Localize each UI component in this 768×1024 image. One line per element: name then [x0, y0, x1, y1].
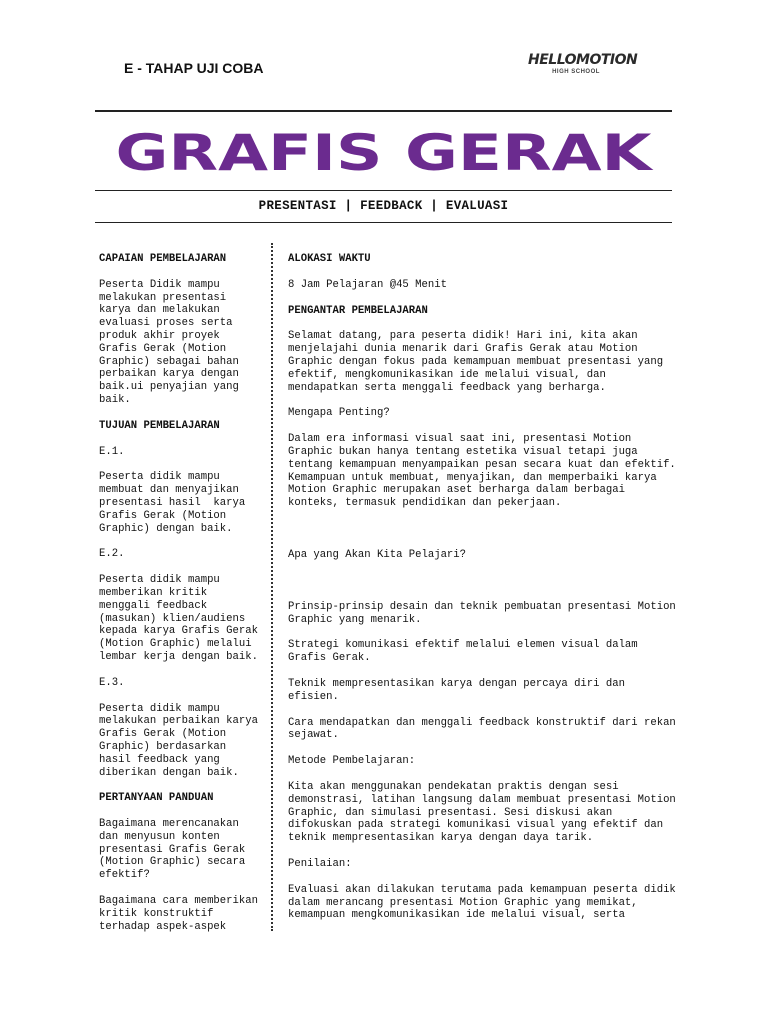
objective-e3-text [99, 703, 264, 780]
document-stage-label: E - TAHAP UJI COBA [124, 60, 264, 76]
text-line: tentang kemampuan menyampaikan pesan secara kuat dan efektif. [288, 458, 676, 471]
page-title [95, 118, 672, 186]
intro-paragraph [288, 330, 678, 394]
text-line: Grafis Gerak (Motion [99, 509, 227, 522]
logo-wordmark: HELLOMOTION [528, 52, 638, 68]
text-line: evaluasi proses serta [99, 317, 233, 330]
text-line: Graphic bukan hanya tentang estetika visual tetapi juga [288, 445, 638, 458]
learn-item [288, 678, 678, 704]
capaian-text [99, 279, 264, 407]
text-line: Graphic, dan simulasi presentasi. Sesi diskusi akan [288, 806, 613, 819]
objective-e2-label: E.2. [99, 548, 125, 561]
column-divider [271, 243, 273, 931]
text-line: produk akhir proyek [99, 329, 220, 342]
text-line: sejawat. [288, 729, 339, 742]
alokasi-value: 8 Jam Pelajaran @45 Menit [288, 278, 447, 291]
school-logo [528, 52, 638, 76]
text-line: dan menyusun konten [99, 830, 220, 843]
text-line: Bagaimana merencanakan [99, 818, 239, 831]
learn-list [288, 601, 678, 755]
text-line: melakukan presentasi [99, 291, 227, 304]
logo-subtitle: HIGH SCHOOL [552, 69, 600, 75]
text-line: Cara mendapatkan dan menggali feedback konstruktif dari rekan [288, 716, 676, 729]
objective-e3-label: E.3. [99, 676, 125, 689]
method-paragraph [288, 781, 678, 845]
text-line: presentasi Grafis Gerak [99, 843, 246, 856]
text-line: memberikan kritik [99, 586, 208, 599]
text-line: Prinsip-prinsip desain dan teknik pembuatan presentasi Motion [288, 600, 676, 613]
why-paragraph [288, 433, 678, 510]
objective-e1-text [99, 471, 264, 535]
text-line: Kemampuan untuk membuat, menyajikan, dan memperbaiki karya [288, 471, 657, 484]
text-line: baik.ui penyajian yang [99, 381, 239, 394]
pengantar-heading: PENGANTAR PEMBELAJARAN [288, 304, 428, 317]
text-line: (Motion Graphic) secara [99, 856, 246, 869]
page-title-text: GRAFIS GERAK [115, 124, 655, 182]
text-line: menjelajahi dunia menarik dari Grafis Gerak atau Motion [288, 343, 638, 356]
text-line: Dalam era informasi visual saat ini, presentasi Motion [288, 433, 632, 446]
text-line: efektif, mengkomunikasikan ide melalui visual, dan [288, 368, 606, 381]
capaian-heading: CAPAIAN PEMBELAJARAN [99, 253, 227, 265]
text-line: hasil feedback yang [99, 753, 220, 766]
text-line: Teknik mempresentasikan karya dengan percaya diri dan [288, 677, 625, 690]
text-line: Peserta didik mampu [99, 471, 220, 484]
text-line: Grafis Gerak (Motion [99, 342, 227, 355]
title-bottom-rule [95, 190, 672, 191]
pertanyaan-heading: PERTANYAAN PANDUAN [99, 792, 214, 805]
assess-paragraph [288, 884, 678, 922]
text-line: teknik mempresentasikan karya dengan daya tarik. [288, 832, 594, 845]
text-line: (masukan) klien/audiens [99, 612, 246, 625]
text-line: Selamat datang, para peserta didik! Hari ini, kita akan [288, 330, 638, 343]
learn-item [288, 639, 678, 665]
text-line: diberikan dengan baik. [99, 766, 239, 779]
learn-item [288, 601, 678, 627]
text-line: (Motion Graphic) melalui [99, 638, 252, 651]
assess-heading: Penilaian: [288, 857, 352, 870]
learn-item [288, 717, 678, 743]
objective-e1-label: E.1. [99, 445, 125, 458]
text-line: Graphic) berdasarkan [99, 740, 227, 753]
right-column [288, 253, 678, 922]
alokasi-heading: ALOKASI WAKTU [288, 253, 371, 265]
text-line: menggali feedback [99, 599, 208, 612]
text-line: dalam merancang presentasi Motion Graphic yang memikat, [288, 896, 638, 909]
text-line: Graphic) dengan baik. [99, 522, 233, 535]
text-line: konteks, termasuk pendidikan dan pekerjaan. [288, 497, 562, 510]
text-line: terhadap aspek-aspek [99, 920, 227, 933]
subtitle-bottom-rule [95, 222, 672, 223]
top-rule [95, 110, 672, 112]
text-line: lembar kerja dengan baik. [99, 650, 258, 663]
text-line: Grafis Gerak. [288, 652, 371, 665]
text-line: Graphic yang menarik. [288, 613, 422, 626]
text-line: Evaluasi akan dilakukan terutama pada kemampuan peserta didik [288, 883, 676, 896]
text-line: Motion Graphic merupakan aset berharga dalam berbagai [288, 484, 625, 497]
text-line: demonstrasi, latihan langsung dalam membuat presentasi Motion [288, 793, 676, 806]
text-line: kepada karya Grafis Gerak [99, 625, 258, 638]
text-line: Peserta Didik mampu [99, 278, 220, 291]
tujuan-heading: TUJUAN PEMBELAJARAN [99, 419, 220, 432]
text-line: efisien. [288, 690, 339, 703]
text-line: karya dan melakukan [99, 304, 220, 317]
text-line: Graphic dengan fokus pada kemampuan membuat presentasi yang [288, 355, 664, 368]
text-line: kritik konstruktif [99, 907, 214, 920]
text-line: Grafis Gerak (Motion [99, 728, 227, 741]
text-line: Bagaimana cara memberikan [99, 895, 258, 908]
text-line: membuat dan menyajikan [99, 484, 239, 497]
left-column [99, 253, 264, 933]
text-line: kemampuan mengkomunikasikan ide melalui visual, serta [288, 909, 625, 922]
text-line: melakukan perbaikan karya [99, 715, 258, 728]
text-line: baik. [99, 393, 131, 406]
text-line: efektif? [99, 869, 150, 882]
method-heading: Metode Pembelajaran: [288, 755, 416, 768]
section-subtitle: PRESENTASI | FEEDBACK | EVALUASI [258, 199, 509, 213]
text-line: perbaikan karya dengan [99, 368, 239, 381]
learn-heading: Apa yang Akan Kita Pelajari? [288, 548, 467, 561]
text-line: Peserta didik mampu [99, 574, 220, 587]
objective-e2-text [99, 574, 264, 664]
text-line: presentasi hasil karya [99, 496, 246, 509]
text-line: Strategi komunikasi efektif melalui elemen visual dalam [288, 639, 638, 652]
text-line: difokuskan pada strategi komunikasi visual yang efektif dan [288, 819, 664, 832]
text-line: Peserta didik mampu [99, 702, 220, 715]
why-heading: Mengapa Penting? [288, 407, 390, 420]
text-line: Graphic) sebagai bahan [99, 355, 239, 368]
text-line: Kita akan menggunakan pendekatan praktis dengan sesi [288, 780, 619, 793]
guiding-question-1 [99, 818, 264, 882]
text-line: mendapatkan serta menggali feedback yang berharga. [288, 381, 606, 394]
guiding-question-2 [99, 895, 264, 933]
